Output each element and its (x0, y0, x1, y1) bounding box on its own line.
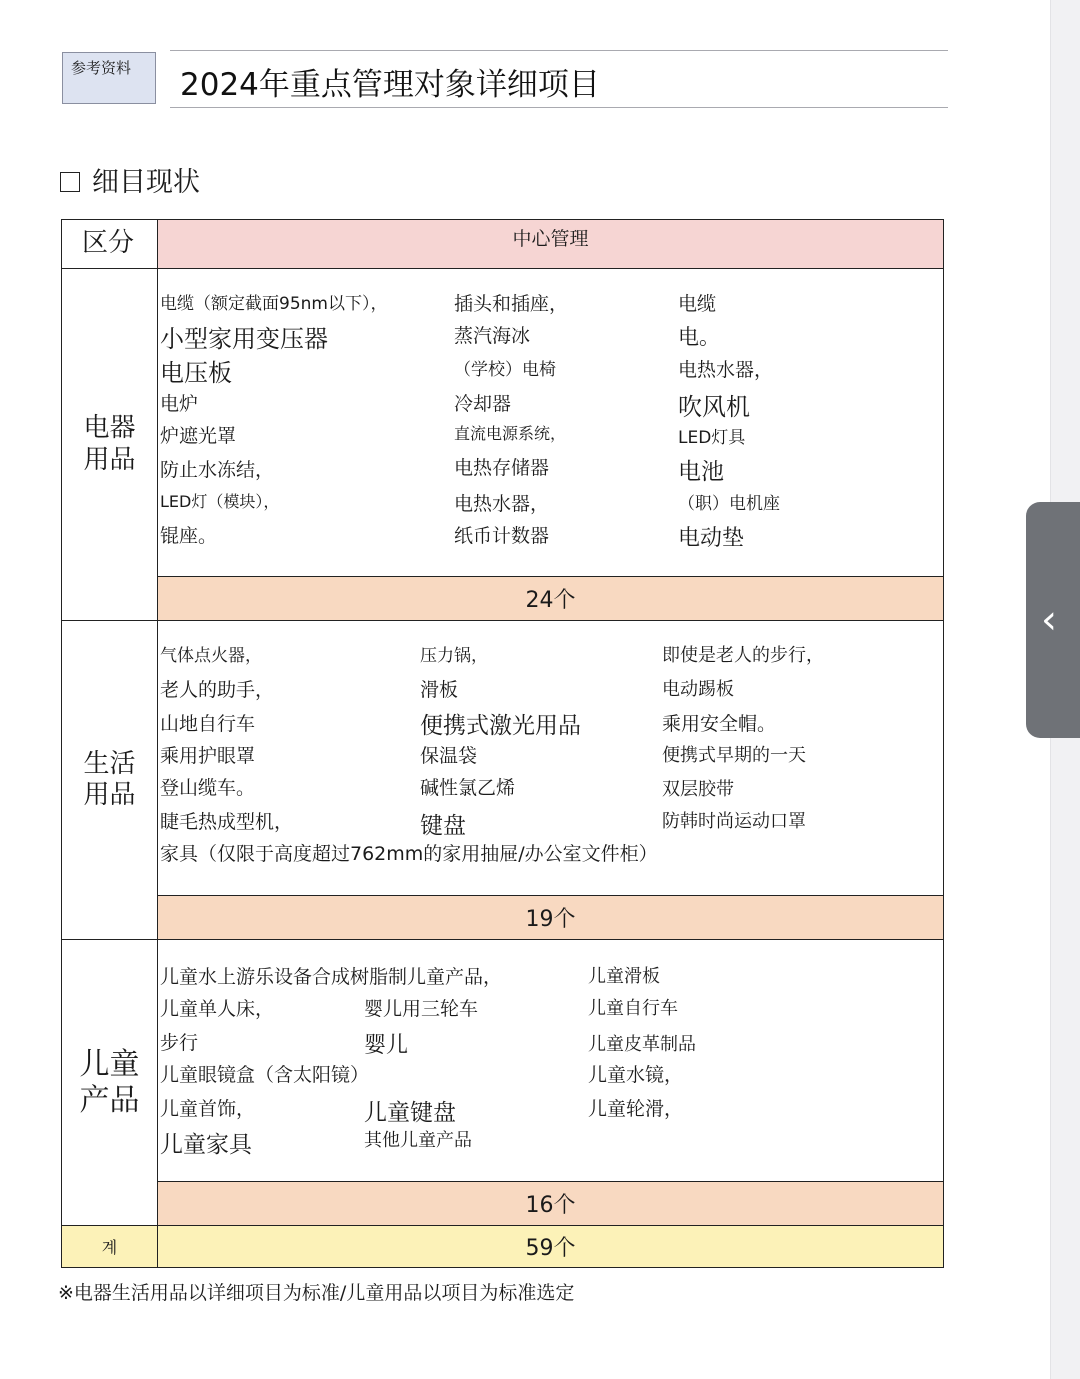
list-item: 纸币计数器 (454, 525, 550, 547)
list-item: 婴儿用三轮车 (364, 998, 479, 1020)
list-item: 乘用安全帽。 (662, 713, 777, 735)
list-item: 蒸汽海冰 (454, 325, 531, 347)
title-bar (170, 50, 948, 108)
list-item: 电动踢板 (662, 679, 734, 700)
list-item: 电压板 (160, 359, 232, 387)
list-item: 电缆（额定截面95nm以下）， (160, 294, 388, 314)
list-item: 电炉 (160, 393, 199, 415)
checkbox-icon (60, 172, 80, 192)
living-items (158, 621, 944, 896)
list-item: 儿童键盘 (364, 1100, 456, 1126)
category-children: 儿童 产品 (62, 940, 158, 1226)
items-table (61, 219, 944, 1268)
reference-label: 参考资料 (62, 52, 156, 104)
list-item: （学校）电椅 (454, 360, 556, 380)
section-heading (60, 160, 200, 199)
list-item: 儿童皮革制品 (588, 1034, 696, 1055)
list-item: 电。 (678, 325, 720, 349)
list-item: 键盘 (420, 813, 466, 839)
electrical-count: 24个 (158, 577, 944, 621)
list-item: LED灯（模块）， (160, 492, 280, 511)
list-item: 睫毛热成型机， (160, 811, 294, 833)
list-item: 便携式激光用品 (420, 713, 581, 739)
list-item: 登山缆车。 (160, 777, 256, 799)
list-item: 儿童家具 (160, 1132, 252, 1158)
children-count: 16个 (158, 1182, 944, 1226)
list-item: 炉遮光罩 (160, 425, 237, 447)
list-item: 婴儿 (364, 1033, 409, 1058)
chevron-left-icon: ‹ (1041, 597, 1057, 643)
list-item: 步行 (160, 1032, 199, 1054)
electrical-items (158, 269, 944, 577)
list-item: 锟座。 (160, 525, 218, 547)
list-item: 山地自行车 (160, 713, 256, 735)
list-item: 儿童眼镜盒（含太阳镜） (160, 1064, 370, 1086)
list-item: 便携式早期的一天 (662, 745, 806, 766)
category-header: 区分 (62, 220, 158, 269)
list-item: 电缆 (678, 293, 717, 315)
list-item: 电动垫 (678, 526, 745, 551)
list-item: 保温袋 (420, 745, 478, 767)
living-last-line: 家具（仅限于高度超过762mm的家用抽屉/办公室文件柜） (160, 843, 658, 865)
list-item: 滑板 (420, 679, 459, 701)
list-item: 儿童单人床， (160, 998, 275, 1020)
list-item: 冷却器 (454, 393, 512, 415)
list-item: 老人的助手， (160, 679, 275, 701)
category-electrical: 电器 用品 (62, 269, 158, 621)
list-item: 儿童滑板 (588, 966, 660, 987)
total-value: 59个 (158, 1226, 944, 1268)
list-item: 儿童轮滑， (588, 1098, 684, 1120)
list-item: 插头和插座， (454, 293, 569, 315)
list-item: 其他儿童产品 (364, 1130, 472, 1151)
list-item: 电池 (678, 459, 724, 485)
category-living: 生活 用品 (62, 621, 158, 940)
list-item: 直流电源系统， (454, 424, 567, 443)
list-item: 防止水冻结， (160, 459, 275, 481)
list-item: 儿童自行车 (588, 998, 678, 1019)
mgmt-header: 中心管理 (158, 220, 944, 269)
children-items (158, 940, 944, 1182)
list-item: 双层胶带 (662, 779, 734, 800)
list-item: 吹风机 (678, 393, 750, 421)
list-item: 儿童首饰， (160, 1098, 256, 1120)
list-item: 即使是老人的步行， (662, 645, 824, 666)
list-item: 气体点火器， (160, 646, 262, 666)
page-title: 2024年重点管理对象详细项目 (180, 67, 600, 103)
list-item: 电热水器， (678, 359, 774, 381)
list-item: 儿童水镜， (588, 1064, 684, 1086)
total-label: 계 (62, 1226, 158, 1268)
list-item: 碱性氯乙烯 (420, 777, 516, 799)
list-item: LED灯具 (678, 428, 746, 448)
section-heading-text: 细目现状 (92, 167, 200, 198)
list-item: 压力锅， (420, 646, 488, 666)
side-panel-toggle[interactable] (1026, 502, 1080, 738)
children-first-line: 儿童水上游乐设备合成树脂制儿童产品， (160, 966, 503, 988)
list-item: 防韩时尚运动口罩 (662, 811, 806, 832)
living-count: 19个 (158, 896, 944, 940)
list-item: 小型家用变压器 (160, 325, 328, 353)
list-item: （职）电机座 (678, 494, 780, 514)
list-item: 电热存储器 (454, 457, 550, 479)
list-item: 乘用护眼罩 (160, 745, 256, 767)
footnote: ※电器生活用品以详细项目为标准/儿童用品以项目为标准选定 (58, 1282, 575, 1304)
list-item: 电热水器， (454, 493, 550, 515)
